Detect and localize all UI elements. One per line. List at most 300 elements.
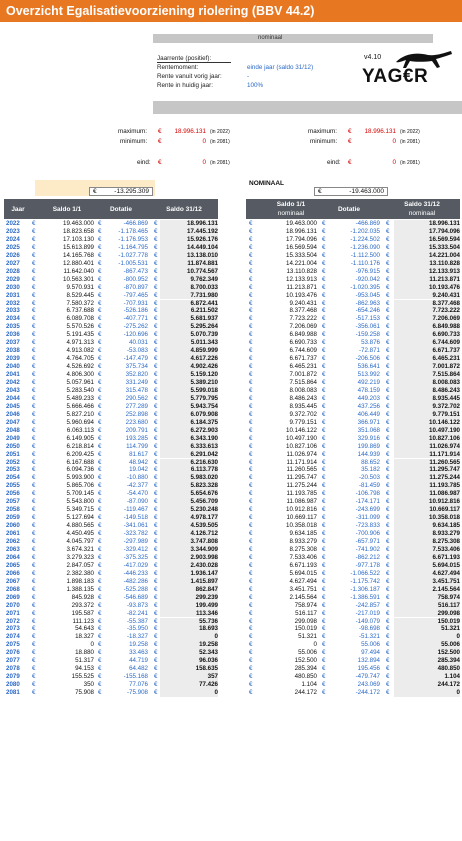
row-saldo-1-1: 3.279.323 <box>66 553 94 561</box>
euro-sign: € <box>322 251 326 259</box>
row-saldo-31-12: 52.343 <box>160 649 218 657</box>
row-saldo-1-1: 11.275.244 <box>286 482 317 490</box>
euro-sign: € <box>249 585 253 593</box>
euro-sign: € <box>32 243 36 251</box>
row-dotatie: -867.473 <box>123 267 148 275</box>
row-dotatie: -42.377 <box>127 482 148 490</box>
row-saldo-31-12: 6.744.609 <box>394 339 460 347</box>
row-saldo-1-1: 1.898.183 <box>66 577 94 585</box>
table-row <box>4 594 218 602</box>
euro-sign: € <box>322 633 326 641</box>
euro-sign: € <box>322 243 326 251</box>
row-dotatie: 114.799 <box>126 442 148 450</box>
row-dotatie: -311.099 <box>356 514 380 522</box>
euro-sign: € <box>98 498 102 506</box>
table-row <box>246 602 460 610</box>
table-row <box>4 268 218 276</box>
row-saldo-31-12: 6.291.042 <box>160 451 218 459</box>
euro-sign: € <box>98 673 102 681</box>
eind-label: eind: <box>327 159 341 166</box>
euro-sign: € <box>154 410 158 418</box>
row-saldo-1-1: 11.213.871 <box>286 283 317 291</box>
euro-sign: € <box>249 386 253 394</box>
euro-sign: € <box>249 450 253 458</box>
row-saldo-31-12: 5.779.795 <box>160 395 218 403</box>
row-saldo-1-1: 51.317 <box>75 657 94 665</box>
min-value: 0 <box>392 138 396 145</box>
euro-sign: € <box>154 545 158 553</box>
table-row <box>4 228 218 236</box>
euro-sign: € <box>98 641 102 649</box>
row-dotatie: -297.989 <box>123 538 148 545</box>
table-row <box>246 355 460 363</box>
col-jaar: Jaar <box>11 206 25 213</box>
euro-sign: € <box>386 609 390 617</box>
row-dotatie: -35.950 <box>127 625 148 633</box>
euro-sign: € <box>322 379 326 386</box>
row-saldo-31-12: 17.794.096 <box>394 228 460 236</box>
euro-sign: € <box>98 522 102 530</box>
euro-sign: € <box>154 649 158 657</box>
row-saldo-1-1: 480.850 <box>294 673 317 681</box>
euro-sign: € <box>322 267 326 275</box>
euro-sign: € <box>98 347 102 355</box>
euro-sign: € <box>32 474 36 482</box>
euro-sign: € <box>386 291 390 299</box>
euro-sign: € <box>98 474 102 482</box>
row-year: 2077 <box>6 657 20 665</box>
row-saldo-31-12: 6.671.737 <box>394 347 460 355</box>
euro-sign: € <box>154 291 158 299</box>
euro-sign: € <box>154 569 158 577</box>
euro-sign: € <box>322 681 326 689</box>
row-dotatie: -862.212 <box>355 553 380 561</box>
euro-sign: € <box>386 641 390 649</box>
euro-sign: € <box>98 649 102 657</box>
euro-sign: € <box>322 323 326 331</box>
euro-sign: € <box>32 561 36 569</box>
euro-sign: € <box>249 498 253 506</box>
euro-sign: € <box>32 418 36 426</box>
euro-sign: € <box>154 307 158 315</box>
row-dotatie: -723.833 <box>355 522 380 530</box>
euro-sign: € <box>32 434 36 442</box>
row-year: 2065 <box>6 561 20 569</box>
euro-sign: € <box>322 235 326 243</box>
row-saldo-31-12: 2.145.564 <box>394 586 460 594</box>
euro-sign: € <box>386 530 390 538</box>
euro-sign: € <box>249 641 253 649</box>
euro-sign: € <box>32 506 36 514</box>
euro-sign: € <box>322 522 326 530</box>
table-row <box>4 689 218 697</box>
table-row <box>4 586 218 594</box>
row-dotatie: -1.027.778 <box>118 251 148 259</box>
row-saldo-31-12: 7.533.406 <box>394 546 460 554</box>
row-dotatie: -20.503 <box>359 474 380 482</box>
row-saldo-31-12: 299.098 <box>394 610 460 618</box>
table-row <box>246 625 460 633</box>
euro-sign: € <box>348 138 352 145</box>
row-year: 2063 <box>6 545 20 553</box>
row-year: 2046 <box>6 410 20 418</box>
euro-sign: € <box>154 641 158 649</box>
euro-sign: € <box>32 442 36 450</box>
row-dotatie: 199.869 <box>357 442 380 450</box>
row-dotatie: -657.971 <box>355 538 380 545</box>
euro-sign: € <box>32 331 36 339</box>
euro-sign: € <box>322 402 326 410</box>
euro-sign: € <box>386 283 390 291</box>
row-dotatie: -244.172 <box>355 689 380 697</box>
euro-sign: € <box>322 363 326 371</box>
col-saldo-1-1: Saldo 1/1 <box>52 206 82 213</box>
row-dotatie: -417.029 <box>123 561 148 569</box>
euro-sign: € <box>154 577 158 585</box>
row-saldo-31-12: 6.872.441 <box>160 300 218 308</box>
col-dotatie: Dotatie <box>337 206 361 213</box>
euro-sign: € <box>348 159 352 166</box>
euro-sign: € <box>32 259 36 267</box>
row-saldo-31-12: 2.903.998 <box>160 554 218 562</box>
row-year: 2075 <box>6 641 20 649</box>
euro-sign: € <box>249 275 253 283</box>
table-row <box>4 300 218 308</box>
row-saldo-1-1: 299.098 <box>294 617 317 625</box>
row-dotatie: -375.325 <box>123 553 148 561</box>
right-total-box <box>246 180 446 196</box>
min-label: minimum: <box>120 138 148 145</box>
euro-sign: € <box>249 315 253 323</box>
row-saldo-31-12: 11.260.565 <box>394 459 460 467</box>
euro-sign: € <box>32 450 36 458</box>
right-table-header <box>246 199 460 219</box>
euro-sign: € <box>322 553 326 561</box>
eind-value: 0 <box>392 159 396 166</box>
row-dotatie: 19.258 <box>129 641 148 649</box>
table-row <box>4 427 218 435</box>
table-row <box>246 220 460 228</box>
euro-sign: € <box>32 498 36 506</box>
euro-sign: € <box>32 673 36 681</box>
euro-sign: € <box>154 259 158 267</box>
row-saldo-1-1: 6.465.231 <box>289 363 317 371</box>
row-saldo-31-12: 16.569.594 <box>394 236 460 244</box>
row-saldo-31-12: 12.133.913 <box>394 268 460 276</box>
row-saldo-1-1: 6.218.814 <box>66 442 94 450</box>
euro-sign: € <box>386 569 390 577</box>
euro-sign: € <box>249 617 253 625</box>
euro-sign: € <box>322 490 326 498</box>
row-dotatie: -159.258 <box>355 331 380 339</box>
row-saldo-1-1: 5.543.800 <box>66 498 94 506</box>
euro-sign: € <box>386 585 390 593</box>
euro-sign: € <box>249 474 253 482</box>
table-row <box>246 633 460 641</box>
euro-sign: € <box>249 625 253 633</box>
euro-sign: € <box>154 235 158 243</box>
euro-sign: € <box>322 458 326 466</box>
row-saldo-1-1: 6.849.988 <box>289 331 317 339</box>
euro-sign: € <box>154 283 158 291</box>
row-saldo-31-12: 10.669.117 <box>394 506 460 514</box>
row-saldo-1-1: 18.823.658 <box>63 227 94 235</box>
left-table-header <box>4 199 218 219</box>
euro-sign: € <box>386 315 390 323</box>
row-saldo-1-1: 4.971.313 <box>66 339 94 347</box>
row-saldo-31-12: 15.926.176 <box>160 236 218 244</box>
row-saldo-31-12: 5.983.020 <box>160 474 218 482</box>
row-saldo-31-12: 77.426 <box>160 681 218 689</box>
row-saldo-31-12: 11.275.244 <box>394 474 460 482</box>
euro-sign: € <box>98 625 102 633</box>
row-saldo-31-12: 5.654.676 <box>160 490 218 498</box>
euro-sign: € <box>98 426 102 434</box>
row-saldo-1-1: 6.149.905 <box>66 434 94 442</box>
euro-sign: € <box>249 220 253 227</box>
table-row <box>246 506 460 514</box>
row-saldo-31-12: 5.011.343 <box>160 339 218 347</box>
euro-sign: € <box>32 251 36 259</box>
row-saldo-31-12: 8.008.083 <box>394 379 460 387</box>
euro-sign: € <box>98 251 102 259</box>
table-row <box>246 371 460 379</box>
row-dotatie: -1.202.035 <box>350 227 380 235</box>
table-row <box>4 252 218 260</box>
euro-sign: € <box>322 545 326 553</box>
row-saldo-31-12: 1.104 <box>394 673 460 681</box>
row-dotatie: 64.482 <box>129 665 148 673</box>
euro-sign: € <box>154 220 158 227</box>
row-saldo-1-1: 5.283.540 <box>66 386 94 394</box>
row-dotatie: -18.327 <box>127 633 148 641</box>
row-saldo-1-1: 5.993.900 <box>66 474 94 482</box>
row-dotatie: 132.894 <box>357 657 380 665</box>
row-dotatie: 97.494 <box>361 649 380 657</box>
row-dotatie: -341.061 <box>123 522 148 530</box>
row-saldo-1-1: 11.193.785 <box>286 490 317 498</box>
row-saldo-31-12: 6.671.193 <box>394 554 460 562</box>
row-year: 2027 <box>6 259 20 267</box>
table-row <box>246 427 460 435</box>
euro-sign: € <box>249 593 253 601</box>
euro-sign: € <box>386 522 390 530</box>
table-row <box>4 459 218 467</box>
row-saldo-1-1: 1.388.135 <box>66 585 94 593</box>
euro-sign: € <box>32 394 36 402</box>
setting-label: Rentemoment: <box>157 64 199 71</box>
row-year: 2034 <box>6 315 20 323</box>
euro-sign: € <box>98 593 102 601</box>
euro-sign: € <box>154 657 158 665</box>
table-row <box>4 538 218 546</box>
table-row <box>4 284 218 292</box>
euro-sign: € <box>154 434 158 442</box>
row-saldo-1-1: 6.737.688 <box>66 307 94 315</box>
euro-sign: € <box>322 275 326 283</box>
row-saldo-31-12: 4.617.226 <box>160 355 218 363</box>
row-saldo-31-12: 2.430.028 <box>160 562 218 570</box>
euro-sign: € <box>322 649 326 657</box>
euro-sign: € <box>322 347 326 355</box>
row-year: 2058 <box>6 506 20 514</box>
row-dotatie: -81.459 <box>359 482 380 490</box>
row-dotatie: -10.880 <box>127 474 148 482</box>
row-dotatie: -1.236.090 <box>350 243 380 251</box>
euro-sign: € <box>32 386 36 394</box>
euro-sign: € <box>249 681 253 689</box>
eind-year: (in 2081) <box>210 160 230 166</box>
row-saldo-31-12: 6.690.733 <box>394 331 460 339</box>
euro-sign: € <box>154 347 158 355</box>
euro-sign: € <box>322 307 326 315</box>
table-row <box>4 244 218 252</box>
row-saldo-31-12: 1.936.147 <box>160 570 218 578</box>
setting-label: Rente in huidig jaar: <box>157 82 214 89</box>
row-saldo-31-12: 7.515.864 <box>394 371 460 379</box>
table-row <box>246 268 460 276</box>
row-saldo-1-1: 4.627.494 <box>289 577 317 585</box>
table-row <box>4 506 218 514</box>
euro-sign: € <box>98 291 102 299</box>
euro-sign: € <box>154 442 158 450</box>
euro-sign: € <box>249 379 253 386</box>
euro-sign: € <box>322 220 326 227</box>
table-row <box>4 610 218 618</box>
row-saldo-1-1: 845.928 <box>71 593 94 601</box>
row-saldo-1-1: 7.515.864 <box>289 379 317 386</box>
row-saldo-31-12: 5.694.015 <box>394 562 460 570</box>
row-dotatie: 48.942 <box>129 458 148 466</box>
euro-sign: € <box>386 442 390 450</box>
col-saldo-1-1: Saldo 1/1 <box>276 201 306 208</box>
row-dotatie: -174.171 <box>355 498 380 506</box>
euro-sign: € <box>249 299 253 307</box>
row-saldo-1-1: 3.451.751 <box>289 585 317 593</box>
row-saldo-1-1: 10.146.122 <box>286 426 317 434</box>
row-saldo-1-1: 5.709.145 <box>66 490 94 498</box>
euro-sign: € <box>386 434 390 442</box>
row-saldo-1-1: 10.497.190 <box>286 434 317 442</box>
row-saldo-1-1: 9.779.151 <box>289 418 317 426</box>
euro-sign: € <box>322 601 326 609</box>
euro-sign: € <box>322 315 326 323</box>
row-saldo-1-1: 5.127.694 <box>66 514 94 522</box>
row-dotatie: -546.689 <box>123 593 148 601</box>
row-dotatie: 33.463 <box>129 649 148 657</box>
euro-sign: € <box>98 458 102 466</box>
header-bar-label: nominaal <box>258 35 283 41</box>
setting-value[interactable]: einde jaar (saldo 31/12) <box>247 64 314 71</box>
euro-sign: € <box>98 665 102 673</box>
euro-sign: € <box>322 227 326 235</box>
row-dotatie: -1.005.531 <box>118 259 148 267</box>
row-year: 2025 <box>6 243 20 251</box>
euro-sign: € <box>98 379 102 386</box>
euro-sign: € <box>98 331 102 339</box>
table-row <box>246 459 460 467</box>
row-dotatie: 223.680 <box>125 418 148 426</box>
row-saldo-1-1: 5.960.694 <box>66 418 94 426</box>
table-row <box>246 315 460 323</box>
table-row <box>4 530 218 538</box>
table-row <box>246 300 460 308</box>
euro-sign: € <box>249 633 253 641</box>
grey-band <box>153 101 462 114</box>
euro-sign: € <box>386 490 390 498</box>
euro-sign: € <box>98 410 102 418</box>
euro-sign: € <box>154 379 158 386</box>
row-year: 2026 <box>6 251 20 259</box>
euro-sign: € <box>322 482 326 490</box>
euro-sign: € <box>322 609 326 617</box>
table-row <box>4 498 218 506</box>
table-row <box>246 228 460 236</box>
setting-value[interactable]: 100% <box>247 82 264 89</box>
euro-sign: € <box>32 299 36 307</box>
table-row <box>246 530 460 538</box>
euro-sign: € <box>249 609 253 617</box>
table-row <box>246 466 460 474</box>
table-row <box>246 363 460 371</box>
row-saldo-31-12: 516.117 <box>394 602 460 610</box>
euro-sign: € <box>154 665 158 673</box>
row-dotatie: -93.873 <box>127 601 148 609</box>
row-saldo-31-12: 5.159.120 <box>160 371 218 379</box>
row-saldo-31-12: 11.874.881 <box>160 260 218 268</box>
row-saldo-1-1: 5.191.435 <box>66 331 94 339</box>
row-year: 2059 <box>6 514 20 522</box>
min-label: minimum: <box>310 138 338 145</box>
row-saldo-31-12: 10.774.567 <box>160 268 218 276</box>
yager-logo <box>358 48 458 93</box>
table-row <box>246 451 460 459</box>
euro-sign: € <box>249 601 253 609</box>
table-row <box>246 490 460 498</box>
table-row <box>246 498 460 506</box>
row-year: 2042 <box>6 379 20 386</box>
row-dotatie: -862.963 <box>355 299 380 307</box>
row-dotatie: 81.617 <box>129 450 148 458</box>
euro-sign: € <box>154 331 158 339</box>
row-dotatie: 53.876 <box>361 339 380 347</box>
row-saldo-1-1: 7.206.069 <box>289 323 317 331</box>
table-row <box>246 387 460 395</box>
row-saldo-31-12: 6.465.231 <box>394 355 460 363</box>
row-saldo-31-12: 5.389.210 <box>160 379 218 387</box>
euro-sign: € <box>32 553 36 561</box>
row-saldo-31-12: 6.216.630 <box>160 459 218 467</box>
row-saldo-1-1: 8.933.279 <box>289 538 317 545</box>
row-dotatie: -700.906 <box>355 530 380 538</box>
row-saldo-31-12: 9.779.151 <box>394 411 460 419</box>
row-saldo-31-12: 0 <box>160 633 218 641</box>
euro-sign: € <box>98 259 102 267</box>
setting-label: Rente vanuit vorig jaar: <box>157 73 222 80</box>
table-row <box>4 307 218 315</box>
euro-sign: € <box>158 128 162 135</box>
eind-value: 0 <box>202 159 206 166</box>
euro-sign: € <box>32 569 36 577</box>
row-saldo-1-1: 11.260.565 <box>286 466 317 474</box>
setting-value[interactable]: - <box>247 73 250 80</box>
euro-sign: € <box>154 474 158 482</box>
euro-sign: € <box>249 569 253 577</box>
row-year: 2022 <box>6 220 20 227</box>
table-row <box>246 586 460 594</box>
table-row <box>246 260 460 268</box>
row-dotatie: -54.470 <box>127 490 148 498</box>
